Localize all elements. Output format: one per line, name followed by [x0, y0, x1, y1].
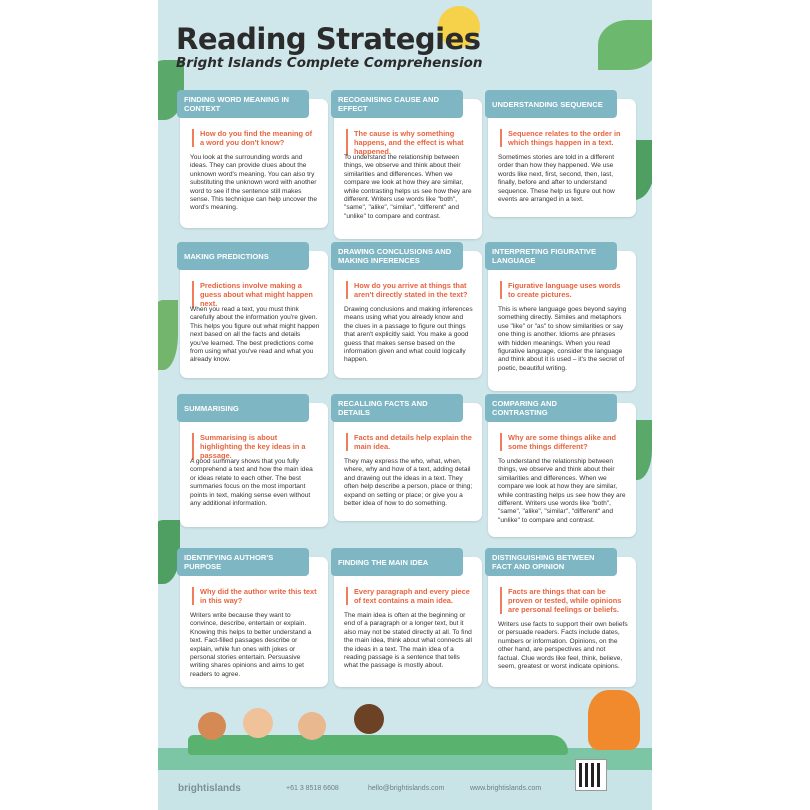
card-predictions — [180, 251, 328, 378]
footer-website: www.brightislands.com — [470, 785, 542, 792]
card-inferences — [334, 247, 482, 378]
brand-logo: brightislands — [178, 783, 241, 794]
card-body: A good summary shows that you fully comprehend a text and how the main idea or ideas relate to each other. The best summaries focus on the most important points in text, making sense even without any additional information. — [190, 458, 313, 508]
tiger-icon — [588, 690, 640, 750]
card-figurative — [488, 247, 636, 391]
card-lead: Every paragraph and every piece of text contains a main idea. — [346, 587, 472, 605]
card-body: To understand the relationship between things, we observe and think about their similarities and differences. When we compare we look at how they are similar, while contrasting helps us see how they are different. Writers use words like "both", "same", "alike", "similar", "different" and "unlike" to compare and contrast. — [344, 154, 472, 220]
card-heading: RECALLING FACTS AND DETAILS — [331, 394, 463, 422]
card-heading: UNDERSTANDING SEQUENCE — [485, 90, 617, 118]
footer-phone: +61 3 8518 6608 — [286, 785, 339, 792]
child-icon — [354, 704, 384, 734]
card-lead: Figurative language uses words to create pictures. — [500, 281, 626, 299]
card-lead: Facts are things that can be proven or tested, while opinions are personal feelings or beliefs. — [500, 587, 626, 614]
card-main-idea — [334, 557, 482, 687]
card-facts-details — [334, 399, 482, 521]
qr-code-icon — [576, 760, 606, 790]
card-heading: DISTINGUISHING BETWEEN FACT AND OPINION — [485, 548, 617, 576]
card-body: Drawing conclusions and making inferences means using what you already know and the clues in a passage to figure out things that aren't explicitly said. You make a good guess that makes sense based on the information given and what could logically happen. — [344, 306, 473, 364]
card-body: When you read a text, you must think carefully about the information you're given. This helps you figure out what might happen next based on all the facts and details you've learned. The best predictions come from using what you've read and what you already know. — [190, 306, 320, 364]
leaf-icon — [598, 20, 652, 70]
crocodile-icon — [188, 735, 568, 755]
card-lead: How do you arrive at things that aren't directly stated in the text? — [346, 281, 472, 299]
card-lead: The cause is why something happens, and the effect is what happened. — [346, 129, 472, 156]
card-heading: INTERPRETING FIGURATIVE LANGUAGE — [485, 242, 617, 270]
card-fact-opinion — [488, 553, 636, 687]
footer-email: hello@brightislands.com — [368, 785, 445, 792]
card-compare-contrast — [488, 399, 636, 537]
card-lead: Summarising is about highlighting the key ideas in a passage. — [192, 433, 318, 460]
card-heading: IDENTIFYING AUTHOR'S PURPOSE — [177, 548, 309, 576]
card-heading: COMPARING AND CONTRASTING — [485, 394, 617, 422]
card-heading: RECOGNISING CAUSE AND EFFECT — [331, 90, 463, 118]
card-summarising — [180, 403, 328, 527]
card-body: Writers write because they want to convince, describe, entertain or explain. Knowing this helps to better understand a text. Fact-filled passages describe or explain, while fun ones with jokes or personal stories entertain. Persuasive writing shares opinions and aims to get readers to agree. — [190, 612, 312, 678]
card-heading: FINDING THE MAIN IDEA — [331, 548, 463, 576]
page-subtitle: Bright Islands Complete Comprehension — [176, 55, 483, 71]
card-heading: DRAWING CONCLUSIONS AND MAKING INFERENCES — [331, 242, 463, 270]
child-icon — [243, 708, 273, 738]
child-icon — [198, 712, 226, 740]
card-lead: Why are some things alike and some things different? — [500, 433, 626, 451]
leaf-icon — [158, 300, 178, 370]
card-heading: MAKING PREDICTIONS — [177, 242, 309, 270]
card-body: You look at the surrounding words and ideas. They can provide clues about the unknown word's meaning. You can also try substituting the unknown word with another word to see if the sentence still makes sense. This technique can help uncover the word's meaning. — [190, 154, 318, 212]
card-body: This is where language goes beyond saying something directly. Similes and metaphors use "like" or "as" to show similarities or say one thing is another. Idioms are phrases with hidden meanings. When you read figurative language, consider the language and think about it is used – it's the secret of poetic, beautiful writing. — [498, 306, 627, 372]
card-heading: SUMMARISING — [177, 394, 309, 422]
page-title: Reading Strategies — [176, 22, 481, 56]
card-lead: Sequence relates to the order in which things happen in a text. — [500, 129, 626, 147]
child-icon — [298, 712, 326, 740]
card-word-meaning — [180, 95, 328, 228]
card-body: The main idea is often at the beginning or end of a paragraph or a longer text, but it also may not be stated directly at all. To find the main idea, think about what connects all the ideas in a text. The main idea of a reading passage is a sentence that tells what the passage is mostly about. — [344, 612, 472, 670]
poster — [158, 0, 652, 810]
card-lead: How do you find the meaning of a word you don't know? — [192, 129, 318, 147]
card-lead: Predictions involve making a guess about what might happen next. — [192, 281, 318, 308]
card-body: To understand the relationship between things, we observe and think about their similarities and differences. When we compare we look at how they are similar, while contrasting helps us see how they are different. Writers use words like "both", "same", "alike", "similar", "different" and "unlike" to compare and contrast. — [498, 458, 626, 524]
card-cause-effect — [334, 95, 482, 239]
card-sequence — [488, 99, 636, 217]
card-heading: FINDING WORD MEANING IN CONTEXT — [177, 90, 309, 118]
card-author-purpose — [180, 553, 328, 687]
card-body: Sometimes stories are told in a different order than how they happened. We use words like next, first, second, then, last, finally, before and after to understand sequence. These help us figure out how events are arranged in a text. — [498, 154, 615, 204]
card-body: They may express the who, what, when, where, why and how of a text, adding detail and drawing out the ideas in a text. They often help describe a person, place or thing; expand on setting or place; or give you a better idea of how to do something. — [344, 458, 473, 508]
card-lead: Why did the author write this text in this way? — [192, 587, 318, 605]
card-lead: Facts and details help explain the main idea. — [346, 433, 472, 451]
card-body: Writers use facts to support their own beliefs or persuade readers. Facts include dates, numbers or information. Opinions, on the other hand, are perspectives and not factual. Clue words like feel, think, believe, seem, greatest or worst indicate opinions. — [498, 621, 628, 671]
